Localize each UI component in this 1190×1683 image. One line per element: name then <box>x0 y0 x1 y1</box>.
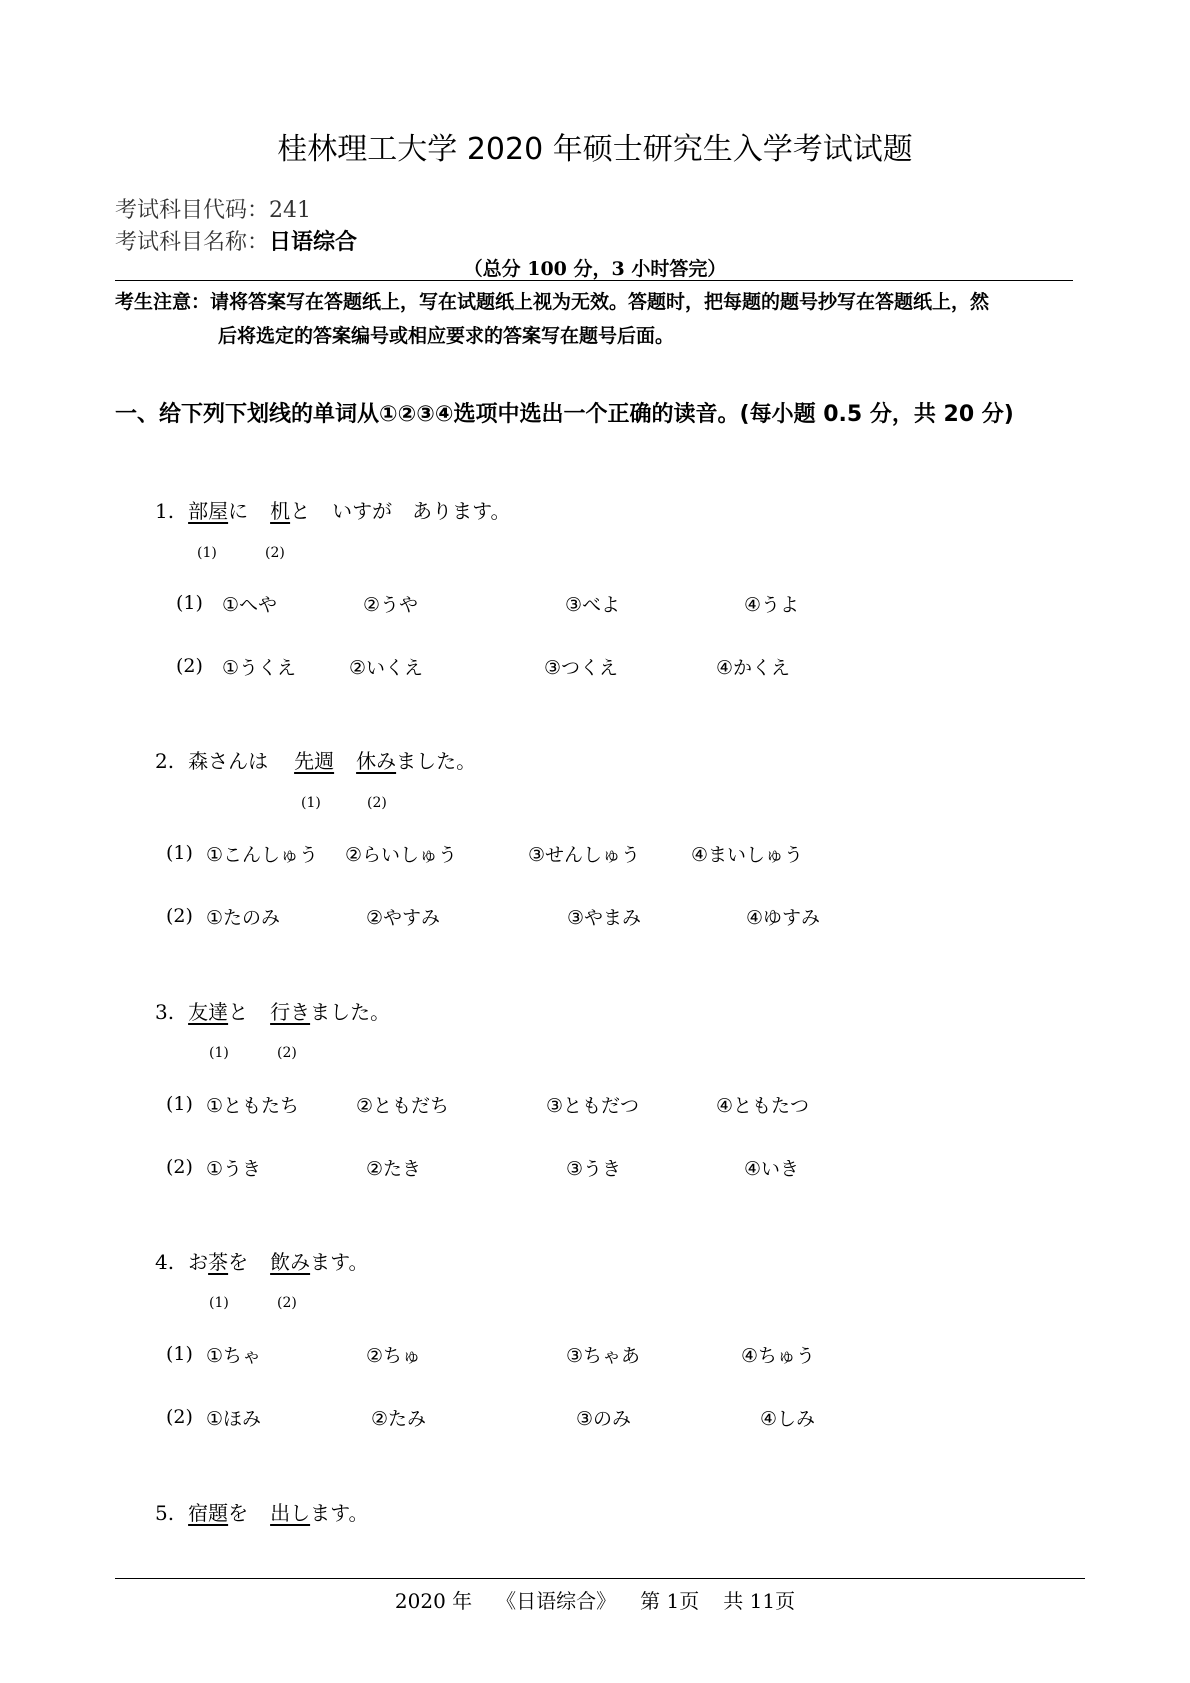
sentence-text: ます。 <box>310 1250 369 1274</box>
question-2-sentence <box>155 745 476 774</box>
subject-name-line <box>115 225 357 256</box>
option-3: ③べよ <box>565 594 621 616</box>
question-number: 3. <box>155 1000 175 1024</box>
sentence-text: お <box>188 1250 209 1274</box>
underlined-word: 先週 <box>294 749 335 773</box>
blank-marker: (2) <box>277 1045 297 1061</box>
option-3: ③ともだつ <box>546 1095 640 1117</box>
option-4: ④ちゅう <box>741 1345 816 1367</box>
question-number: 5. <box>155 1501 175 1525</box>
underlined-word: 飲み <box>270 1250 311 1274</box>
option-4: ④まいしゅう <box>691 844 804 866</box>
option-1: ①こんしゅう <box>206 844 319 866</box>
subject-code-label: 考试科目代码： <box>115 198 270 223</box>
exam-title: 桂林理工大学 2020 年硕士研究生入学考试试题 <box>277 132 913 167</box>
page-footer <box>0 1585 1190 1614</box>
subject-name-value: 日语综合 <box>269 230 358 255</box>
question-number: 2. <box>155 749 175 773</box>
option-4: ④いき <box>744 1158 800 1180</box>
sentence-text: 森さんは <box>188 749 269 773</box>
option-2: ②うや <box>363 594 419 616</box>
row-label: (2) <box>166 905 193 927</box>
row-label: (1) <box>176 592 203 614</box>
option-2: ②ちゅ <box>366 1345 422 1367</box>
row-label: (2) <box>166 1156 193 1178</box>
underlined-word: 机 <box>270 499 291 523</box>
row-label: (1) <box>166 1343 193 1365</box>
option-1: ①ほみ <box>206 1408 262 1430</box>
question-5-sentence <box>155 1497 369 1526</box>
option-3: ③つくえ <box>544 657 619 679</box>
sentence-text: を <box>228 1250 249 1274</box>
footer-total: 共 11页 <box>723 1589 796 1613</box>
footer-subject: 《日语综合》 <box>496 1589 617 1613</box>
option-4: ④うよ <box>744 594 800 616</box>
subject-name-label: 考试科目名称： <box>115 230 270 255</box>
option-1: ①たのみ <box>206 907 281 929</box>
subject-code-value: 241 <box>269 198 312 223</box>
option-1: ①ともたち <box>206 1095 300 1117</box>
question-1-sentence <box>155 495 511 524</box>
sentence-text: と <box>290 499 311 523</box>
footer-page: 第 1页 <box>640 1589 700 1613</box>
option-3: ③ちゃあ <box>566 1345 641 1367</box>
blank-marker: (1) <box>301 795 321 811</box>
blank-marker: (2) <box>367 795 387 811</box>
underlined-word: 休み <box>356 749 397 773</box>
sentence-text: に <box>228 499 249 523</box>
underlined-word: 出し <box>270 1501 311 1525</box>
row-label: (1) <box>166 1093 193 1115</box>
sentence-text: いすが <box>332 499 393 523</box>
underlined-word: 行き <box>270 1000 311 1024</box>
option-3: ③せんしゅう <box>528 844 641 866</box>
score-note: （总分 100 分，3 小时答完） <box>463 258 727 280</box>
option-4: ④しみ <box>760 1408 816 1430</box>
footer-divider <box>115 1578 1085 1579</box>
blank-marker: (1) <box>209 1295 229 1311</box>
row-label: (1) <box>166 842 193 864</box>
option-1: ①へや <box>222 594 278 616</box>
option-1: ①ちゃ <box>206 1345 262 1367</box>
header-divider <box>115 280 1073 281</box>
section-1-title: 一、给下列下划线的单词从①②③④选项中选出一个正确的读音。(每小题 0.5 分，共 20 分) <box>115 402 1014 427</box>
sentence-text: ました。 <box>396 749 477 773</box>
row-label: (2) <box>166 1406 193 1428</box>
option-4: ④ゆすみ <box>746 907 821 929</box>
notice-line-1: 考生注意：请将答案写在答题纸上，写在试题纸上视为无效。答题时，把每题的题号抄写在答题纸上，然 <box>115 291 990 313</box>
option-4: ④かくえ <box>716 657 791 679</box>
option-1: ①うくえ <box>222 657 297 679</box>
option-2: ②やすみ <box>366 907 441 929</box>
question-3-sentence <box>155 996 390 1025</box>
row-label: (2) <box>176 655 203 677</box>
option-2: ②いくえ <box>349 657 424 679</box>
blank-marker: (1) <box>197 545 217 561</box>
sentence-text: ました。 <box>310 1000 391 1024</box>
underlined-word: 宿題 <box>188 1501 229 1525</box>
subject-code-line <box>115 193 311 224</box>
question-number: 1. <box>155 499 175 523</box>
sentence-text: を <box>228 1501 249 1525</box>
notice-line-2: 后将选定的答案编号或相应要求的答案写在题号后面。 <box>218 325 675 347</box>
underlined-word: 茶 <box>208 1250 229 1274</box>
option-2: ②たき <box>366 1158 422 1180</box>
sentence-text: あります。 <box>412 499 511 523</box>
option-2: ②ともだち <box>356 1095 450 1117</box>
question-number: 4. <box>155 1250 175 1274</box>
option-3: ③のみ <box>576 1408 632 1430</box>
blank-marker: (1) <box>209 1045 229 1061</box>
option-2: ②らいしゅう <box>345 844 458 866</box>
option-3: ③やまみ <box>567 907 642 929</box>
underlined-word: 友達 <box>188 1000 229 1024</box>
underlined-word: 部屋 <box>188 499 229 523</box>
option-3: ③うき <box>566 1158 622 1180</box>
blank-marker: (2) <box>277 1295 297 1311</box>
sentence-text: ます。 <box>310 1501 369 1525</box>
sentence-text: と <box>228 1000 249 1024</box>
blank-marker: (2) <box>265 545 285 561</box>
option-4: ④ともたつ <box>716 1095 810 1117</box>
option-2: ②たみ <box>371 1408 427 1430</box>
footer-year: 2020 年 <box>394 1589 473 1613</box>
option-1: ①うき <box>206 1158 262 1180</box>
question-4-sentence <box>155 1246 369 1275</box>
